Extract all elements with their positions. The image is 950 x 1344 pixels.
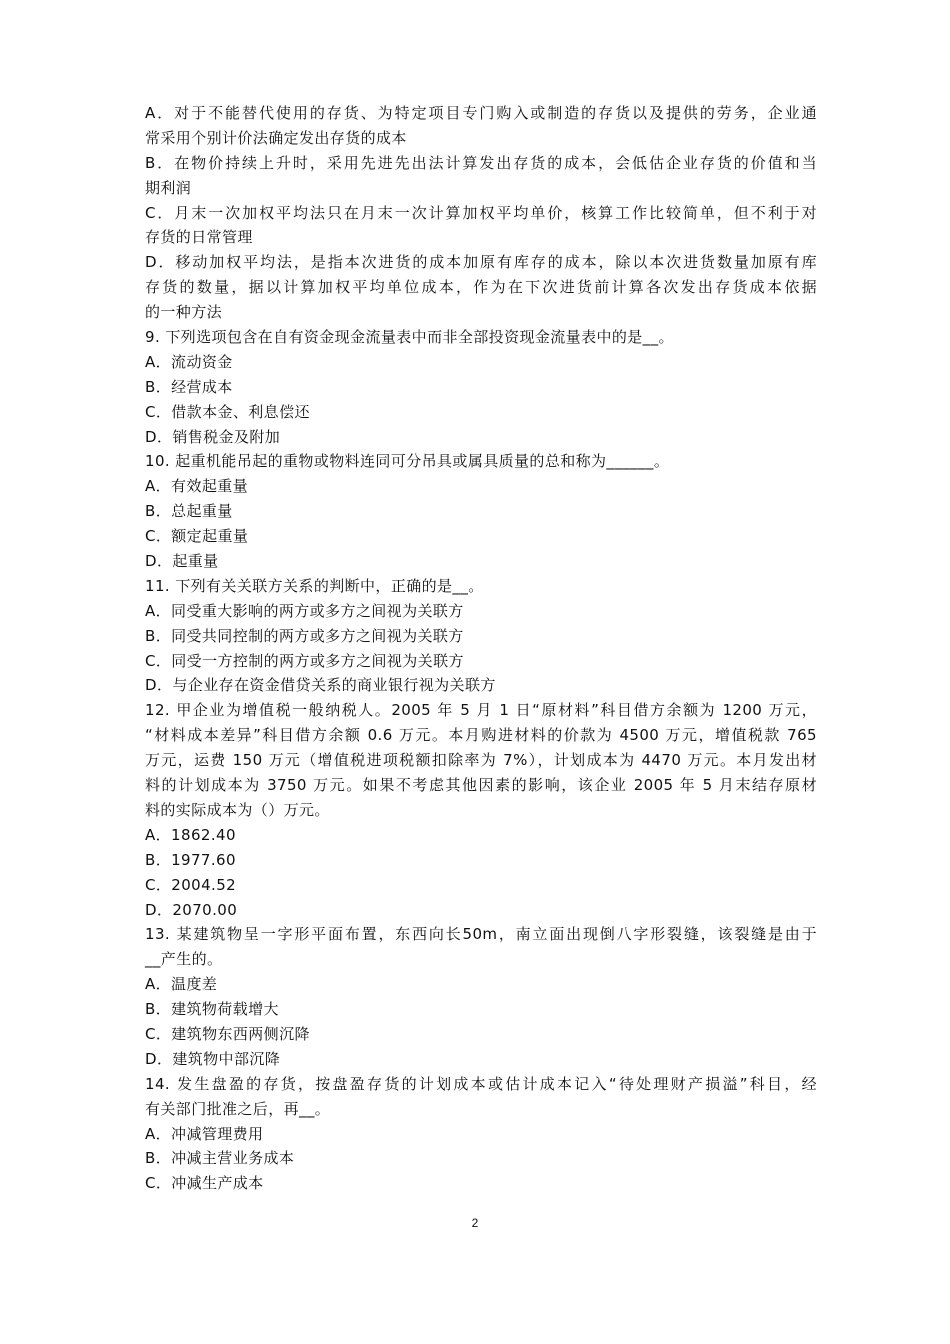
- answer-option: D．销售税金及附加: [145, 427, 281, 446]
- answer-option: B．经营成本: [145, 377, 233, 396]
- answer-option: C．借款本金、利息偿还: [145, 402, 310, 421]
- answer-option: A．温度差: [145, 975, 218, 994]
- text-line: 存货的日常管理: [145, 228, 253, 247]
- question-stem: 12. 甲企业为增值税一般纳税人。2005 年 5 月 1 日“原材料”科目借方余额为 1200 万元，: [145, 701, 817, 720]
- answer-option: A．流动资金: [145, 352, 233, 371]
- answer-option: B．冲减主营业务成本: [145, 1149, 295, 1168]
- answer-option: D．2070.00: [145, 900, 238, 919]
- question-stem: 有关部门批准之后，再__。: [145, 1099, 331, 1118]
- question-stem: 14. 发生盘盈的存货，按盘盈存货的计划成本或估计成本记入“待处理财产损溢”科目，经: [145, 1074, 817, 1093]
- question-stem: 料的计划成本为 3750 万元。如果不考虑其他因素的影响，该企业 2005 年 5 月末结存原材: [145, 776, 817, 795]
- answer-option: A．有效起重量: [145, 477, 249, 496]
- question-stem: 13. 某建筑物呈一字形平面布置，东西向长50m，南立面出现倒八字形裂缝，该裂缝是由于: [145, 925, 817, 944]
- answer-option: C．额定起重量: [145, 527, 249, 546]
- answer-option: B．1977.60: [145, 850, 236, 869]
- answer-option: C．建筑物东西两侧沉降: [145, 1024, 310, 1043]
- text-line: 期利润: [145, 178, 192, 197]
- answer-option: C．冲减生产成本: [145, 1174, 264, 1193]
- text-line: 常采用个别计价法确定发出存货的成本: [145, 128, 407, 147]
- question-stem: 料的实际成本为（）万元。: [145, 800, 330, 819]
- answer-option: D．起重量: [145, 552, 219, 571]
- text-line: B．在物价持续上升时，采用先进先出法计算发出存货的成本，会低估企业存货的价值和当: [145, 153, 817, 172]
- answer-option: C．同受一方控制的两方或多方之间视为关联方: [145, 651, 464, 670]
- text-line: 的一种方法: [145, 303, 223, 322]
- answer-option: B．总起重量: [145, 502, 233, 521]
- question-stem: __产生的。: [145, 950, 223, 969]
- text-line: C．月末一次加权平均法只在月末一次计算加权平均单价，核算工作比较简单，但不利于对: [145, 203, 817, 222]
- document-body: [145, 101, 817, 1196]
- answer-option: A．同受重大影响的两方或多方之间视为关联方: [145, 601, 464, 620]
- question-stem: “材料成本差异”科目借方余额 0.6 万元。本月购进材料的价款为 4500 万元，增值税款 765: [145, 726, 817, 745]
- answer-option: C．2004.52: [145, 875, 237, 894]
- question-stem: 万元，运费 150 万元（增值税进项税额扣除率为 7%），计划成本为 4470 万元。本月发出材: [145, 751, 817, 770]
- question-stem: 11. 下列有关关联方关系的判断中，正确的是__。: [145, 576, 484, 595]
- text-line: D．移动加权平均法，是指本次进货的成本加原有库存的成本，除以本次进货数量加原有库: [145, 253, 817, 272]
- answer-option: B．建筑物荷载增大: [145, 1000, 279, 1019]
- answer-option: D．建筑物中部沉降: [145, 1049, 281, 1068]
- answer-option: A．冲减管理费用: [145, 1124, 264, 1143]
- text-line: A．对于不能替代使用的存货、为特定项目专门购入或制造的存货以及提供的劳务，企业通: [145, 104, 817, 122]
- question-stem: 9. 下列选项包含在自有资金现金流量表中而非全部投资现金流量表中的是__。: [145, 328, 674, 347]
- answer-option: B．同受共同控制的两方或多方之间视为关联方: [145, 626, 464, 645]
- page-number: 2: [471, 1216, 479, 1230]
- text-line: 存货的数量，据以计算加权平均单位成本，作为在下次进货前计算各次发出存货成本依据: [145, 278, 817, 297]
- answer-option: D．与企业存在资金借贷关系的商业银行视为关联方: [145, 676, 496, 695]
- answer-option: A．1862.40: [145, 825, 236, 844]
- question-stem: 10. 起重机能吊起的重物或物料连同可分吊具或属具质量的总和称为______。: [145, 452, 670, 471]
